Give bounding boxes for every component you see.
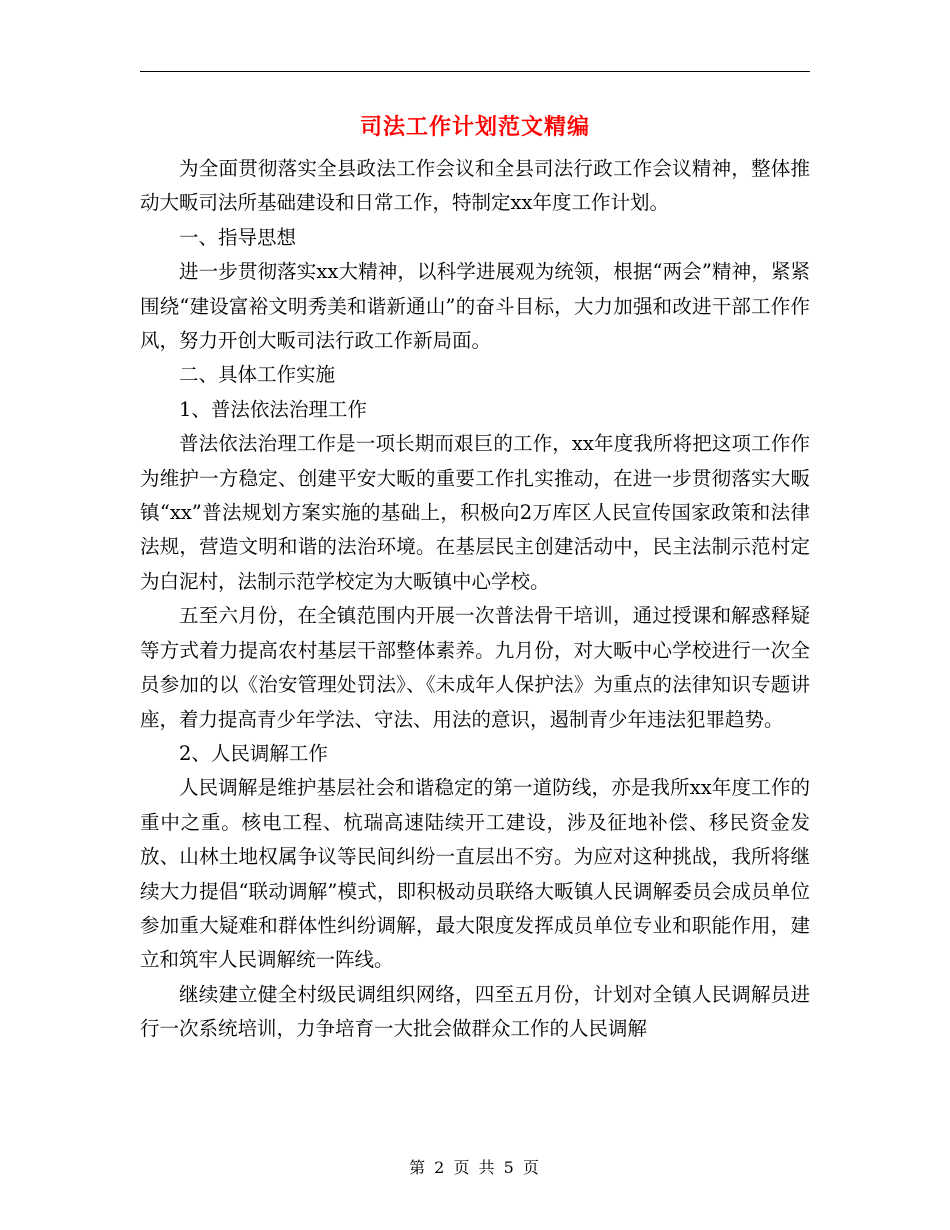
section-heading: 一、指导思想 bbox=[179, 225, 297, 249]
document-title: 司法工作计划范文精编 bbox=[359, 114, 590, 140]
paragraph: 为全面贯彻落实全县政法工作会议和全县司法行政工作会议精神，整体推动大畈司法所基础建设和日常工作，特制定xx年度工作计划。 bbox=[140, 157, 810, 215]
paragraph: 人民调解是维护基层社会和谐稳定的第一道防线，亦是我所xx年度工作的重中之重。核电工程、杭瑞高速陆续开工建设，涉及征地补偿、移民资金发放、山林土地权属争议等民间纠纷一直层出不穷。为应对这种挑战，我所将继续大力提倡“联动调解”模式，即积极动员联络大畈镇人民调解委员会成员单位参加重大疑难和群体性纠纷调解，最大限度发挥成员单位专业和职能作用，建立和筑牢人民调解统一阵线。 bbox=[140, 776, 810, 972]
paragraph: 普法依法治理工作是一项长期而艰巨的工作，xx年度我所将把这项工作作为维护一方稳定、创建平安大畈的重要工作扎实推动，在进一步贯彻落实大畈镇“xx”普法规划方案实施的基础上，积极向2万库区人民宣传国家政策和法律法规，营造文明和谐的法治环境。在基层民主创建活动中，民主法制示范村定为白泥村，法制示范学校定为大畈镇中心学校。 bbox=[140, 432, 810, 593]
paragraph: 五至六月份，在全镇范围内开展一次普法骨干培训，通过授课和解惑释疑等方式着力提高农村基层干部整体素养。九月份，对大畈中心学校进行一次全员参加的以《治安管理处罚法》、《未成年人保护法》为重点的法律知识专题讲座，着力提高青少年学法、守法、用法的意识，遏制青少年违法犯罪趋势。 bbox=[140, 604, 810, 731]
subsection-heading: 1、普法依法治理工作 bbox=[179, 397, 367, 421]
document-body bbox=[140, 152, 810, 1047]
page-number-footer: 第 2 页 共 5 页 bbox=[409, 1158, 541, 1177]
paragraph: 继续建立健全村级民调组织网络，四至五月份，计划对全镇人民调解员进行一次系统培训，力争培育一大批会做群众工作的人民调解 bbox=[140, 982, 810, 1041]
section-heading: 二、具体工作实施 bbox=[179, 363, 336, 387]
header-rule bbox=[140, 71, 810, 72]
paragraph: 进一步贯彻落实xx大精神，以科学进展观为统领，根据“两会”精神，紧紧围绕“建设富裕文明秀美和谐新通山”的奋斗目标，大力加强和改进干部工作作风，努力开创大畈司法行政工作新局面。 bbox=[140, 260, 810, 353]
subsection-heading: 2、人民调解工作 bbox=[179, 741, 328, 765]
